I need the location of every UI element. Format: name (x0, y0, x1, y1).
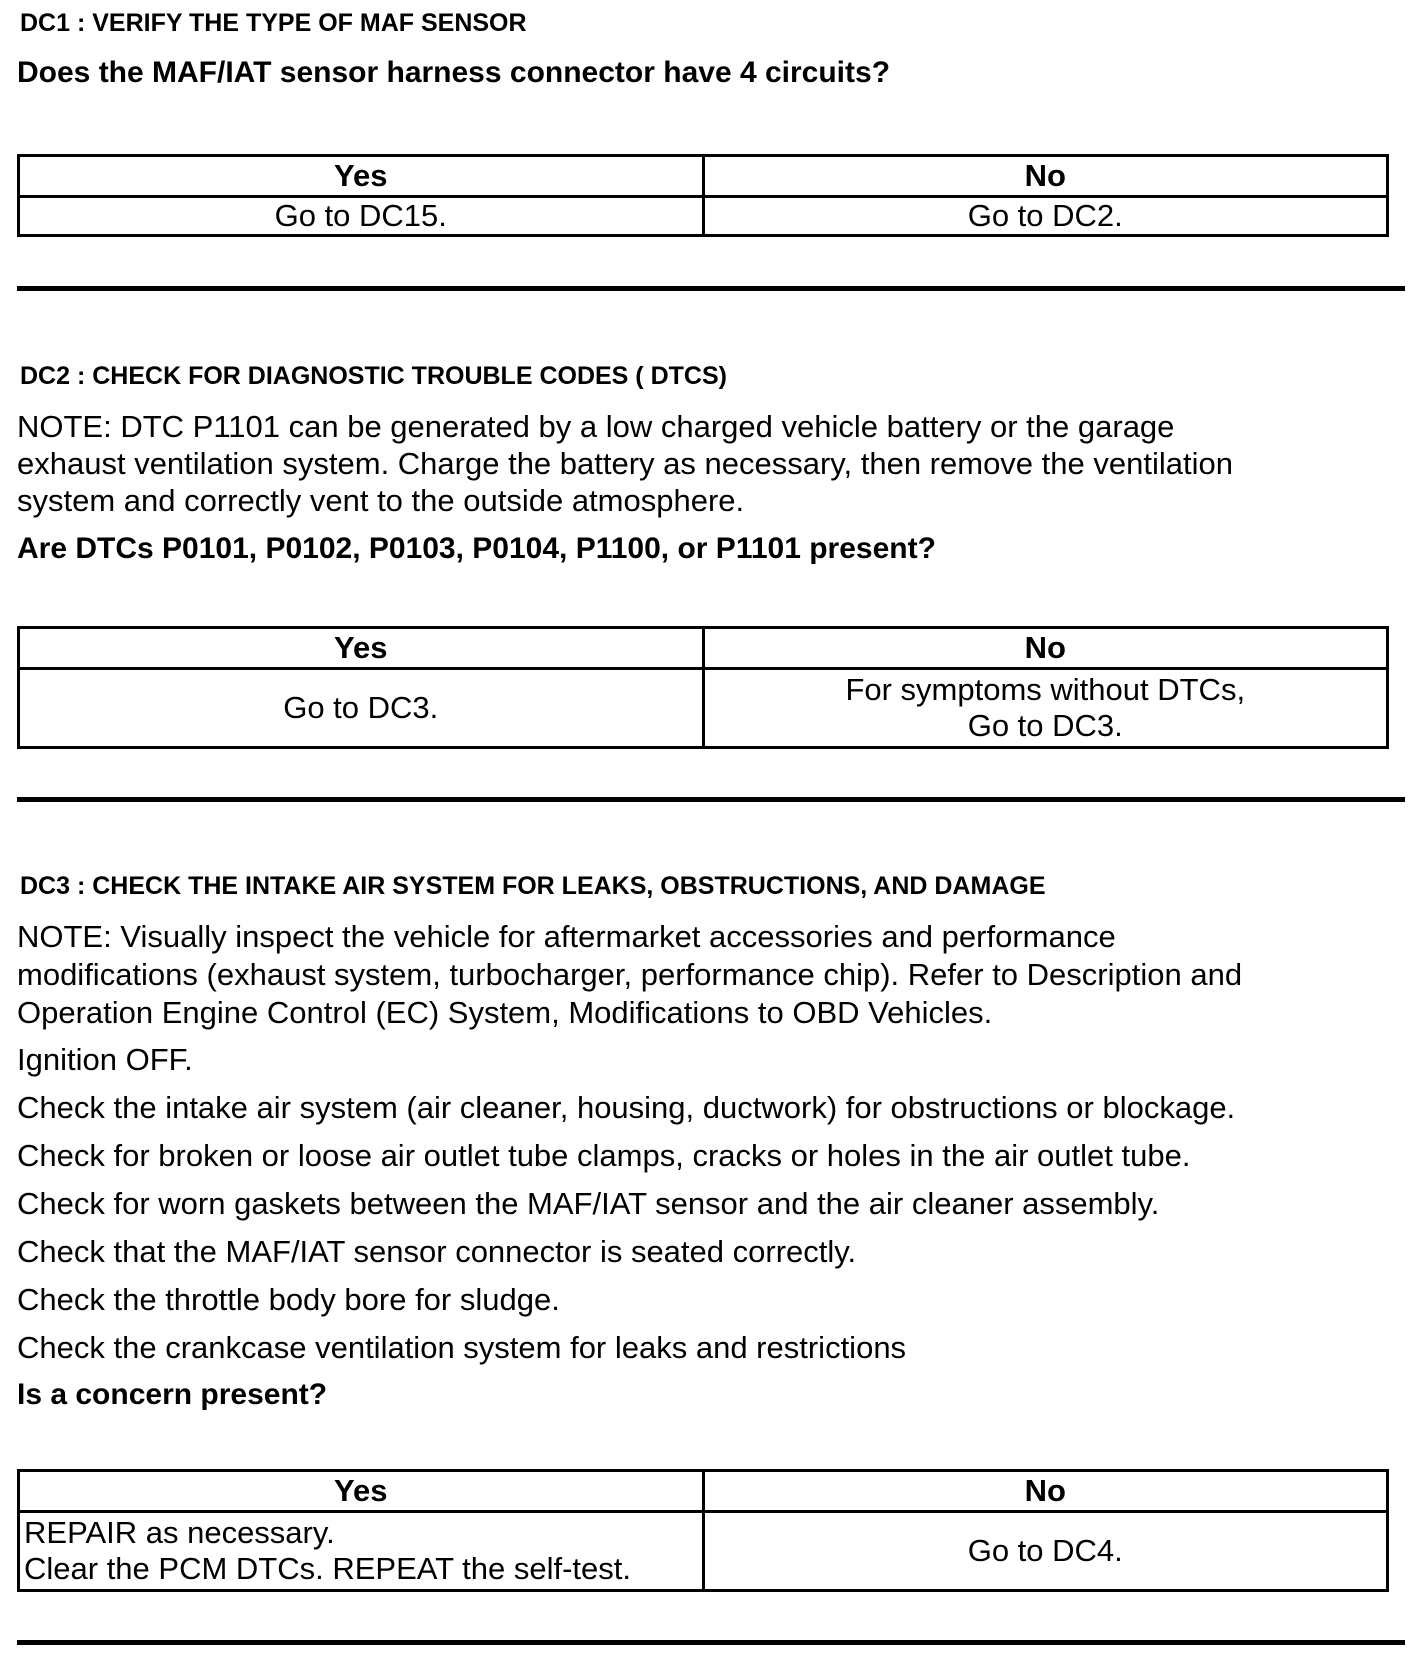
dc3-step: Check that the MAF/IAT sensor connector is seated correctly. (17, 1234, 857, 1269)
dc3-yes-value: REPAIR as necessary. Clear the PCM DTCs. REPEAT the self-test. (19, 1512, 704, 1591)
dc1-heading: DC1 : VERIFY THE TYPE OF MAF SENSOR (20, 9, 527, 37)
dc1-yes-value: Go to DC15. (19, 197, 704, 236)
dc2-yes-value: Go to DC3. (19, 669, 704, 748)
dc2-yes-header: Yes (19, 628, 704, 669)
dc3-yes-header: Yes (19, 1471, 704, 1512)
dc3-step: Ignition OFF. (17, 1042, 193, 1077)
dc3-note-line-2: modifications (exhaust system, turbocharger, performance chip). Refer to Description and (17, 957, 1243, 992)
dc2-question: Are DTCs P0101, P0102, P0103, P0104, P1100, or P1101 present? (17, 532, 936, 565)
dc3-heading: DC3 : CHECK THE INTAKE AIR SYSTEM FOR LEAKS, OBSTRUCTIONS, AND DAMAGE (20, 872, 1046, 900)
dc2-no-header: No (703, 628, 1388, 669)
section-divider (17, 286, 1405, 291)
dc3-step: Check the throttle body bore for sludge. (17, 1282, 560, 1317)
dc2-no-value: For symptoms without DTCs, Go to DC3. (703, 669, 1388, 748)
dc3-note-line-1: NOTE: Visually inspect the vehicle for aftermarket accessories and performance (17, 919, 1116, 954)
dc1-no-value: Go to DC2. (703, 197, 1388, 236)
dc1-no-header: No (703, 156, 1388, 197)
dc3-question: Is a concern present? (17, 1378, 328, 1411)
dc3-step: Check the crankcase ventilation system for leaks and restrictions (17, 1330, 907, 1365)
dc1-question: Does the MAF/IAT sensor harness connector have 4 circuits? (17, 56, 891, 89)
dc3-step: Check for broken or loose air outlet tube clamps, cracks or holes in the air outlet tube. (17, 1138, 1191, 1173)
section-divider (17, 797, 1405, 802)
dc3-no-header: No (703, 1471, 1388, 1512)
section-divider (17, 1640, 1405, 1645)
dc1-yes-header: Yes (19, 156, 704, 197)
dc3-answer-table (17, 1469, 1389, 1592)
dc3-step: Check the intake air system (air cleaner, housing, ductwork) for obstructions or blockage. (17, 1090, 1236, 1125)
dc2-answer-table (17, 626, 1389, 749)
dc3-no-value: Go to DC4. (703, 1512, 1388, 1591)
dc2-note-line-2: exhaust ventilation system. Charge the battery as necessary, then remove the ventilation (17, 446, 1233, 481)
dc2-note-line-3: system and correctly vent to the outside atmosphere. (17, 483, 745, 518)
dc1-answer-table (17, 154, 1389, 237)
dc2-heading: DC2 : CHECK FOR DIAGNOSTIC TROUBLE CODES ( DTCS) (20, 362, 727, 390)
dc3-note-line-3: Operation Engine Control (EC) System, Modifications to OBD Vehicles. (17, 995, 993, 1030)
dc2-note-line-1: NOTE: DTC P1101 can be generated by a low charged vehicle battery or the garage (17, 409, 1175, 444)
dc3-step: Check for worn gaskets between the MAF/IAT sensor and the air cleaner assembly. (17, 1186, 1160, 1221)
